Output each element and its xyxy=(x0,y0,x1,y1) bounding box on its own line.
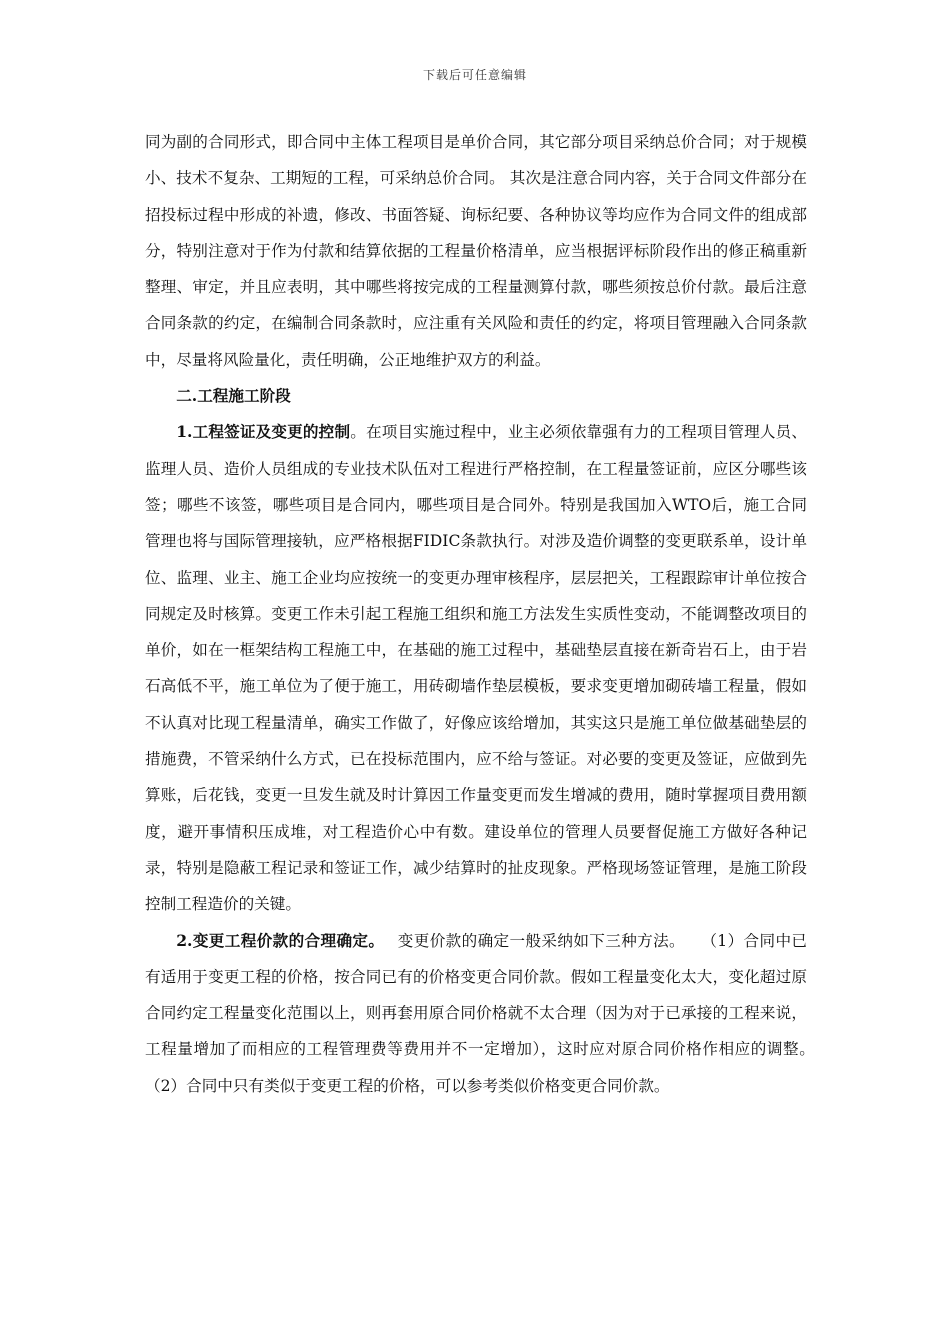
document-body xyxy=(145,124,823,1104)
paragraph-visa-and-change-control xyxy=(145,414,807,922)
paragraph-lead-visa-and-change-control: 1.工程签证及变更的控制 xyxy=(176,422,351,442)
paragraph-body-change-price-determination: 变更价款的确定一般采纳如下三种方法。 （1）合同中已有适用于变更工程的价格，按合同已有的价格变更合同价款。假如工程量变化太大，变化超过原合同约定工程量变化范围以上，则再套用原合同价格就不太合理（因为对于已承接的工程来说，工程量增加了而相应的工程管理费等费用并不一定增加），这时应对原合同价格作相应的调整。 （2）合同中只有类似于变更工程的价格，可以参考类似价格变更合同价款。 xyxy=(145,931,823,1095)
paragraph-change-price-determination xyxy=(145,923,823,1104)
section-heading-construction-stage: 二.工程施工阶段 xyxy=(176,386,291,406)
page-header: 下载后可任意编辑 xyxy=(422,68,527,82)
paragraph-body-visa-and-change-control: 。在项目实施过程中，业主必须依靠强有力的工程项目管理人员、监理人员、造价人员组成的专业技术队伍对工程进行严格控制，在工程量签证前，应区分哪些该签；哪些不该签，哪些项目是合同内，哪些项目是合同外。特别是我国加入WTO后，施工合同管理也将与国际管理接轨，应严格根据FIDIC条款执行。对涉及造价调整的变更联系单，设计单位、监理、业主、施工企业均应按统一的变更办理审核程序，层层把关，工程跟踪审计单位按合同规定及时核算。变更工作未引起工程施工组织和施工方法发生实质性变动，不能调整改项目的单价，如在一框架结构工程施工中，在基础的施工过程中，基础垫层直接在新奇岩石上，由于岩石高低不平，施工单位为了便于施工，用砖砌墙作垫层模板，要求变更增加砌砖墙工程量，假如不认真对比现工程量清单，确实工作做了，好像应该给增加，其实这只是施工单位做基础垫层的措施费，不管采纳什么方式，已在投标范围内，应不给与签证。对必要的变更及签证，应做到先算账，后花钱，变更一旦发生就及时计算因工作量变更而发生增减的费用，随时掌握项目费用额度，避开事情积压成堆，对工程造价心中有数。建设单位的管理人员要督促施工方做好各种记录，特别是隐蔽工程记录和签证工作，减少结算时的扯皮现象。严格现场签证管理，是施工阶段控制工程造价的关键。 xyxy=(145,423,807,914)
paragraph-contract-form: 同为副的合同形式，即合同中主体工程项目是单价合同，其它部分项目采纳总价合同；对于规模小、技术不复杂、工期短的工程，可采纳总价合同。 其次是注意合同内容，关于合同文件部分在招投标过程中形成的补遗，修改、书面答疑、询标纪要、各种协议等均应作为合同文件的组成部分，特别注意对于作为付款和结算依据的工程量价格清单，应当根据评标阶段作出的修正稿重新整理、审定，并且应表明，其中哪些将按完成的工程量测算付款，哪些须按总价付款。最后注意合同条款的约定，在编制合同条款时，应注重有关风险和责任的约定，将项目管理融入合同条款中，尽量将风险量化，责任明确，公正地维护双方的利益。 xyxy=(145,133,807,369)
paragraph-lead-change-price-determination: 2.变更工程价款的合理确定。 xyxy=(176,930,377,950)
